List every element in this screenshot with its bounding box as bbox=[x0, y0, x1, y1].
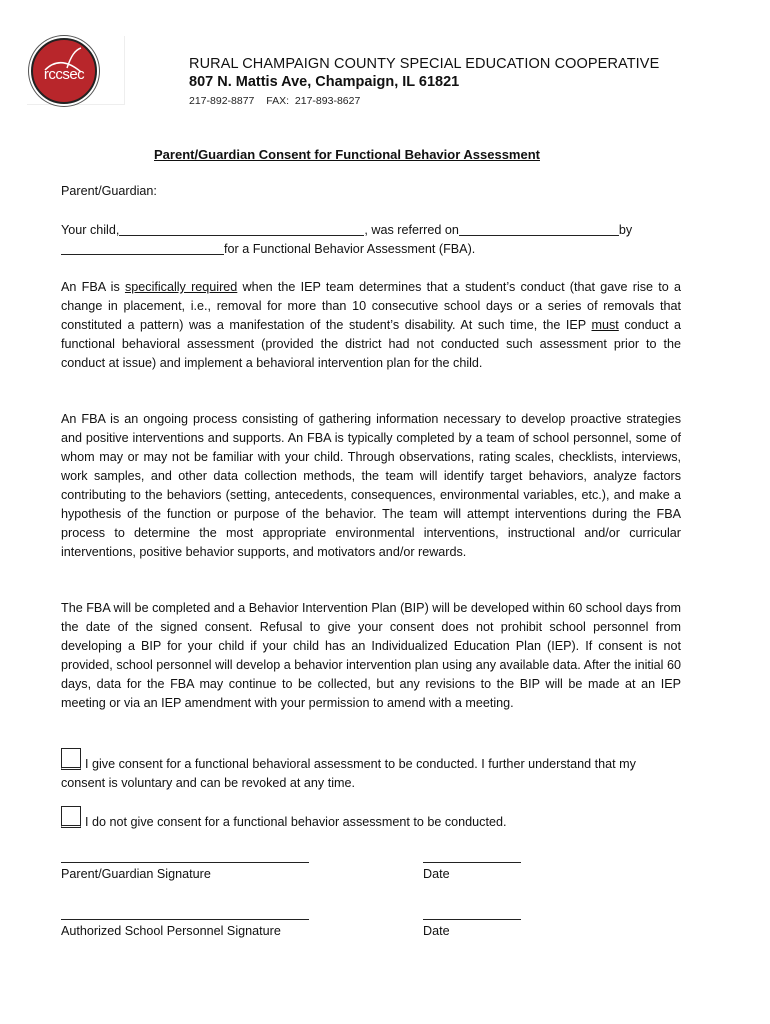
consent-label: I give consent for a functional behavioral assessment to be conducted. I further understand that my consent is voluntary and can be revoked at any time. bbox=[61, 757, 636, 790]
consent-option-decline[interactable] bbox=[61, 806, 681, 832]
text: when the IEP team determines that a student’s conduct (that gave rise to a change in placement, i.e., removal for more than 10 consecutive school days or a series of removals that constituted a pattern) was a manifestation of the student’s disability. At such time, the IEP bbox=[61, 280, 681, 332]
decline-label: I do not give consent for a functional behavior assessment to be conducted. bbox=[85, 815, 507, 829]
organization-name: RURAL CHAMPAIGN COUNTY SPECIAL EDUCATION COOPERATIVE bbox=[189, 56, 660, 72]
parent-signature-label: Parent/Guardian Signature bbox=[61, 867, 211, 881]
parent-signature-line[interactable] bbox=[61, 862, 309, 863]
school-date-line[interactable] bbox=[423, 919, 521, 920]
referral-text: , was referred on bbox=[364, 223, 459, 237]
child-name-field[interactable] bbox=[119, 221, 364, 236]
document-title: Parent/Guardian Consent for Functional Behavior Assessment bbox=[154, 147, 540, 162]
referral-text: for a Functional Behavior Assessment (FBA). bbox=[224, 242, 476, 256]
referral-statement bbox=[61, 221, 681, 259]
school-signature-label: Authorized School Personnel Signature bbox=[61, 924, 281, 938]
referral-text: Your child, bbox=[61, 223, 120, 237]
logo-text: rccsec bbox=[43, 66, 85, 83]
text: conduct a functional behavioral assessment (provided the district had not conducted such assessment prior to the conduct at issue) and implement a behavioral intervention plan for the child. bbox=[61, 318, 681, 370]
referral-text: by bbox=[618, 223, 633, 237]
paragraph-fba-timeline: The FBA will be completed and a Behavior Intervention Plan (BIP) will be developed within 60 school days from the date of the signed consent. Refusal to give your consent does not prohibit school personnel from developing a BIP for your child if your child has an Individualized Education Plan (IEP). If consent is not provided, school personnel will develop a behavior intervention plan using any available data. After the initial 60 days, data for the FBA may continue to be collected, but any revisions to the BIP will be made at an IEP meeting or via an IEP amendment with your permission to amend with a meeting. bbox=[61, 601, 681, 710]
contact-numbers bbox=[189, 95, 360, 107]
fax: FAX: 217-893-8627 bbox=[266, 95, 361, 107]
phone: 217-892-8877 bbox=[189, 95, 255, 107]
referred-by-field[interactable] bbox=[61, 240, 224, 255]
paragraph-fba-process: An FBA is an ongoing process consisting of gathering information necessary to develop proactive strategies and positive interventions and supports. An FBA is typically completed by a team of school personnel, some of whom may or may not be familiar with your child. Through observations, rating scales, checklists, interviews, work samples, and other data collection methods, the team will identify target behaviors, analyze factors contributing to the behaviors (setting, antecedents, consequences, environmental variables, etc.), and make a hypothesis of the function or purpose of the behavior. The team will attempt interventions during the FBA process to determine the most appropriate environmental interventions, instructional and/or curricular interventions, positive behavior supports, and motivators and/or rewards. bbox=[61, 412, 681, 559]
paragraph-fba-requirement bbox=[61, 278, 681, 373]
consent-option-give[interactable] bbox=[61, 748, 681, 793]
organization-address: 807 N. Mattis Ave, Champaign, IL 61821 bbox=[189, 74, 460, 90]
decline-checkbox[interactable] bbox=[61, 806, 81, 828]
school-signature-line[interactable] bbox=[61, 919, 309, 920]
emphasis: specifically required bbox=[124, 280, 238, 294]
rccsec-logo bbox=[31, 38, 97, 104]
referral-date-field[interactable] bbox=[459, 221, 619, 236]
parent-guardian-label: Parent/Guardian: bbox=[61, 184, 157, 198]
emphasis: must bbox=[591, 318, 619, 332]
parent-date-label: Date bbox=[423, 867, 450, 881]
school-date-label: Date bbox=[423, 924, 450, 938]
consent-checkbox[interactable] bbox=[61, 748, 81, 770]
text: An FBA is bbox=[61, 280, 125, 294]
parent-date-line[interactable] bbox=[423, 862, 521, 863]
